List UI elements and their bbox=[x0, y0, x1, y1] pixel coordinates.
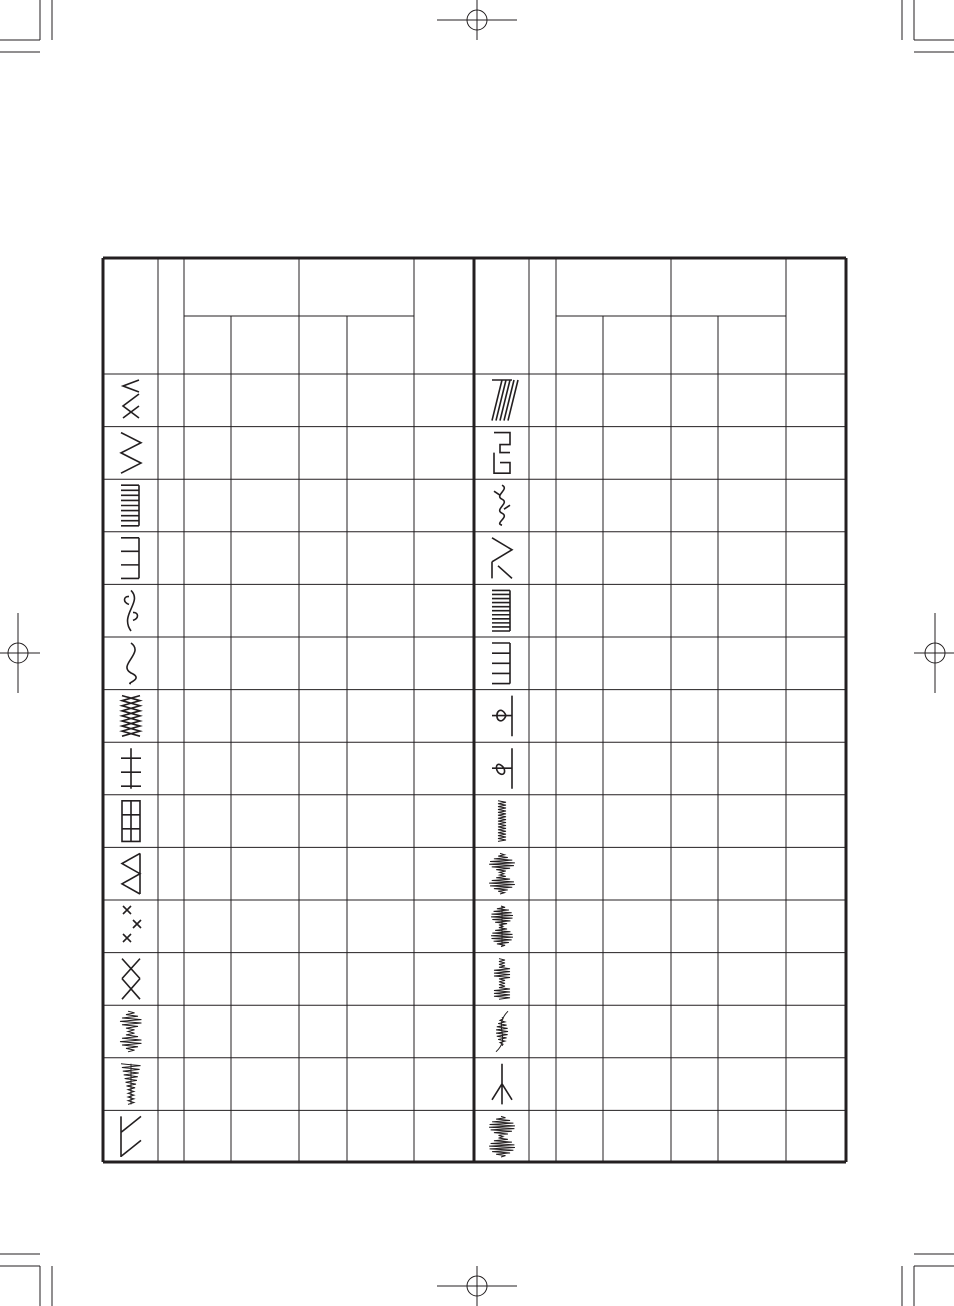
double-x-stitch-icon bbox=[122, 959, 140, 1000]
satin-step-stitch-icon bbox=[494, 959, 510, 1000]
satin-arrow-stitch-icon bbox=[121, 1064, 141, 1105]
slant-dash-stitch-icon bbox=[121, 1116, 141, 1157]
satin-scallop-stitch-icon bbox=[489, 1116, 515, 1157]
tulip-stitch-icon bbox=[492, 748, 512, 789]
satin-zigzag-stitch-icon bbox=[498, 801, 506, 842]
slant-line-stitch-icon bbox=[492, 380, 518, 421]
cross-bar-stitch-icon bbox=[121, 748, 141, 789]
satin-leaf-stitch-icon bbox=[496, 1011, 508, 1052]
flower-stitch-icon bbox=[492, 696, 512, 737]
wave-chevron-stitch-icon bbox=[492, 538, 512, 579]
satin-diamond-stitch-icon bbox=[491, 906, 513, 947]
triangle-zigzag-stitch-icon bbox=[122, 853, 140, 894]
leaf-vine-stitch-icon bbox=[125, 590, 138, 631]
satin-oval-stitch-icon bbox=[489, 853, 515, 894]
comb-stitch-icon bbox=[121, 485, 139, 526]
satin-wave-stitch-icon bbox=[120, 1011, 141, 1052]
zigzag-stitch-icon bbox=[121, 433, 141, 474]
diamond-chain-stitch-icon bbox=[122, 696, 140, 737]
serpentine-stitch-icon bbox=[127, 643, 136, 684]
tall-blanket-stitch-icon bbox=[121, 538, 139, 579]
left-stitch-icons bbox=[120, 380, 141, 1157]
ladder-box-stitch-icon bbox=[122, 801, 140, 842]
dense-comb-stitch-icon bbox=[492, 590, 510, 631]
chevron-stitch-icon bbox=[123, 380, 139, 418]
right-stitch-icons bbox=[489, 380, 518, 1157]
blanket-stitch-icon bbox=[492, 643, 510, 684]
heart-chain-stitch-icon bbox=[494, 485, 510, 525]
scattered-x-stitch-icon bbox=[123, 906, 141, 942]
table-grid bbox=[103, 258, 846, 1163]
greek-key-stitch-icon bbox=[494, 433, 510, 474]
feather-stitch-icon bbox=[492, 1064, 512, 1105]
